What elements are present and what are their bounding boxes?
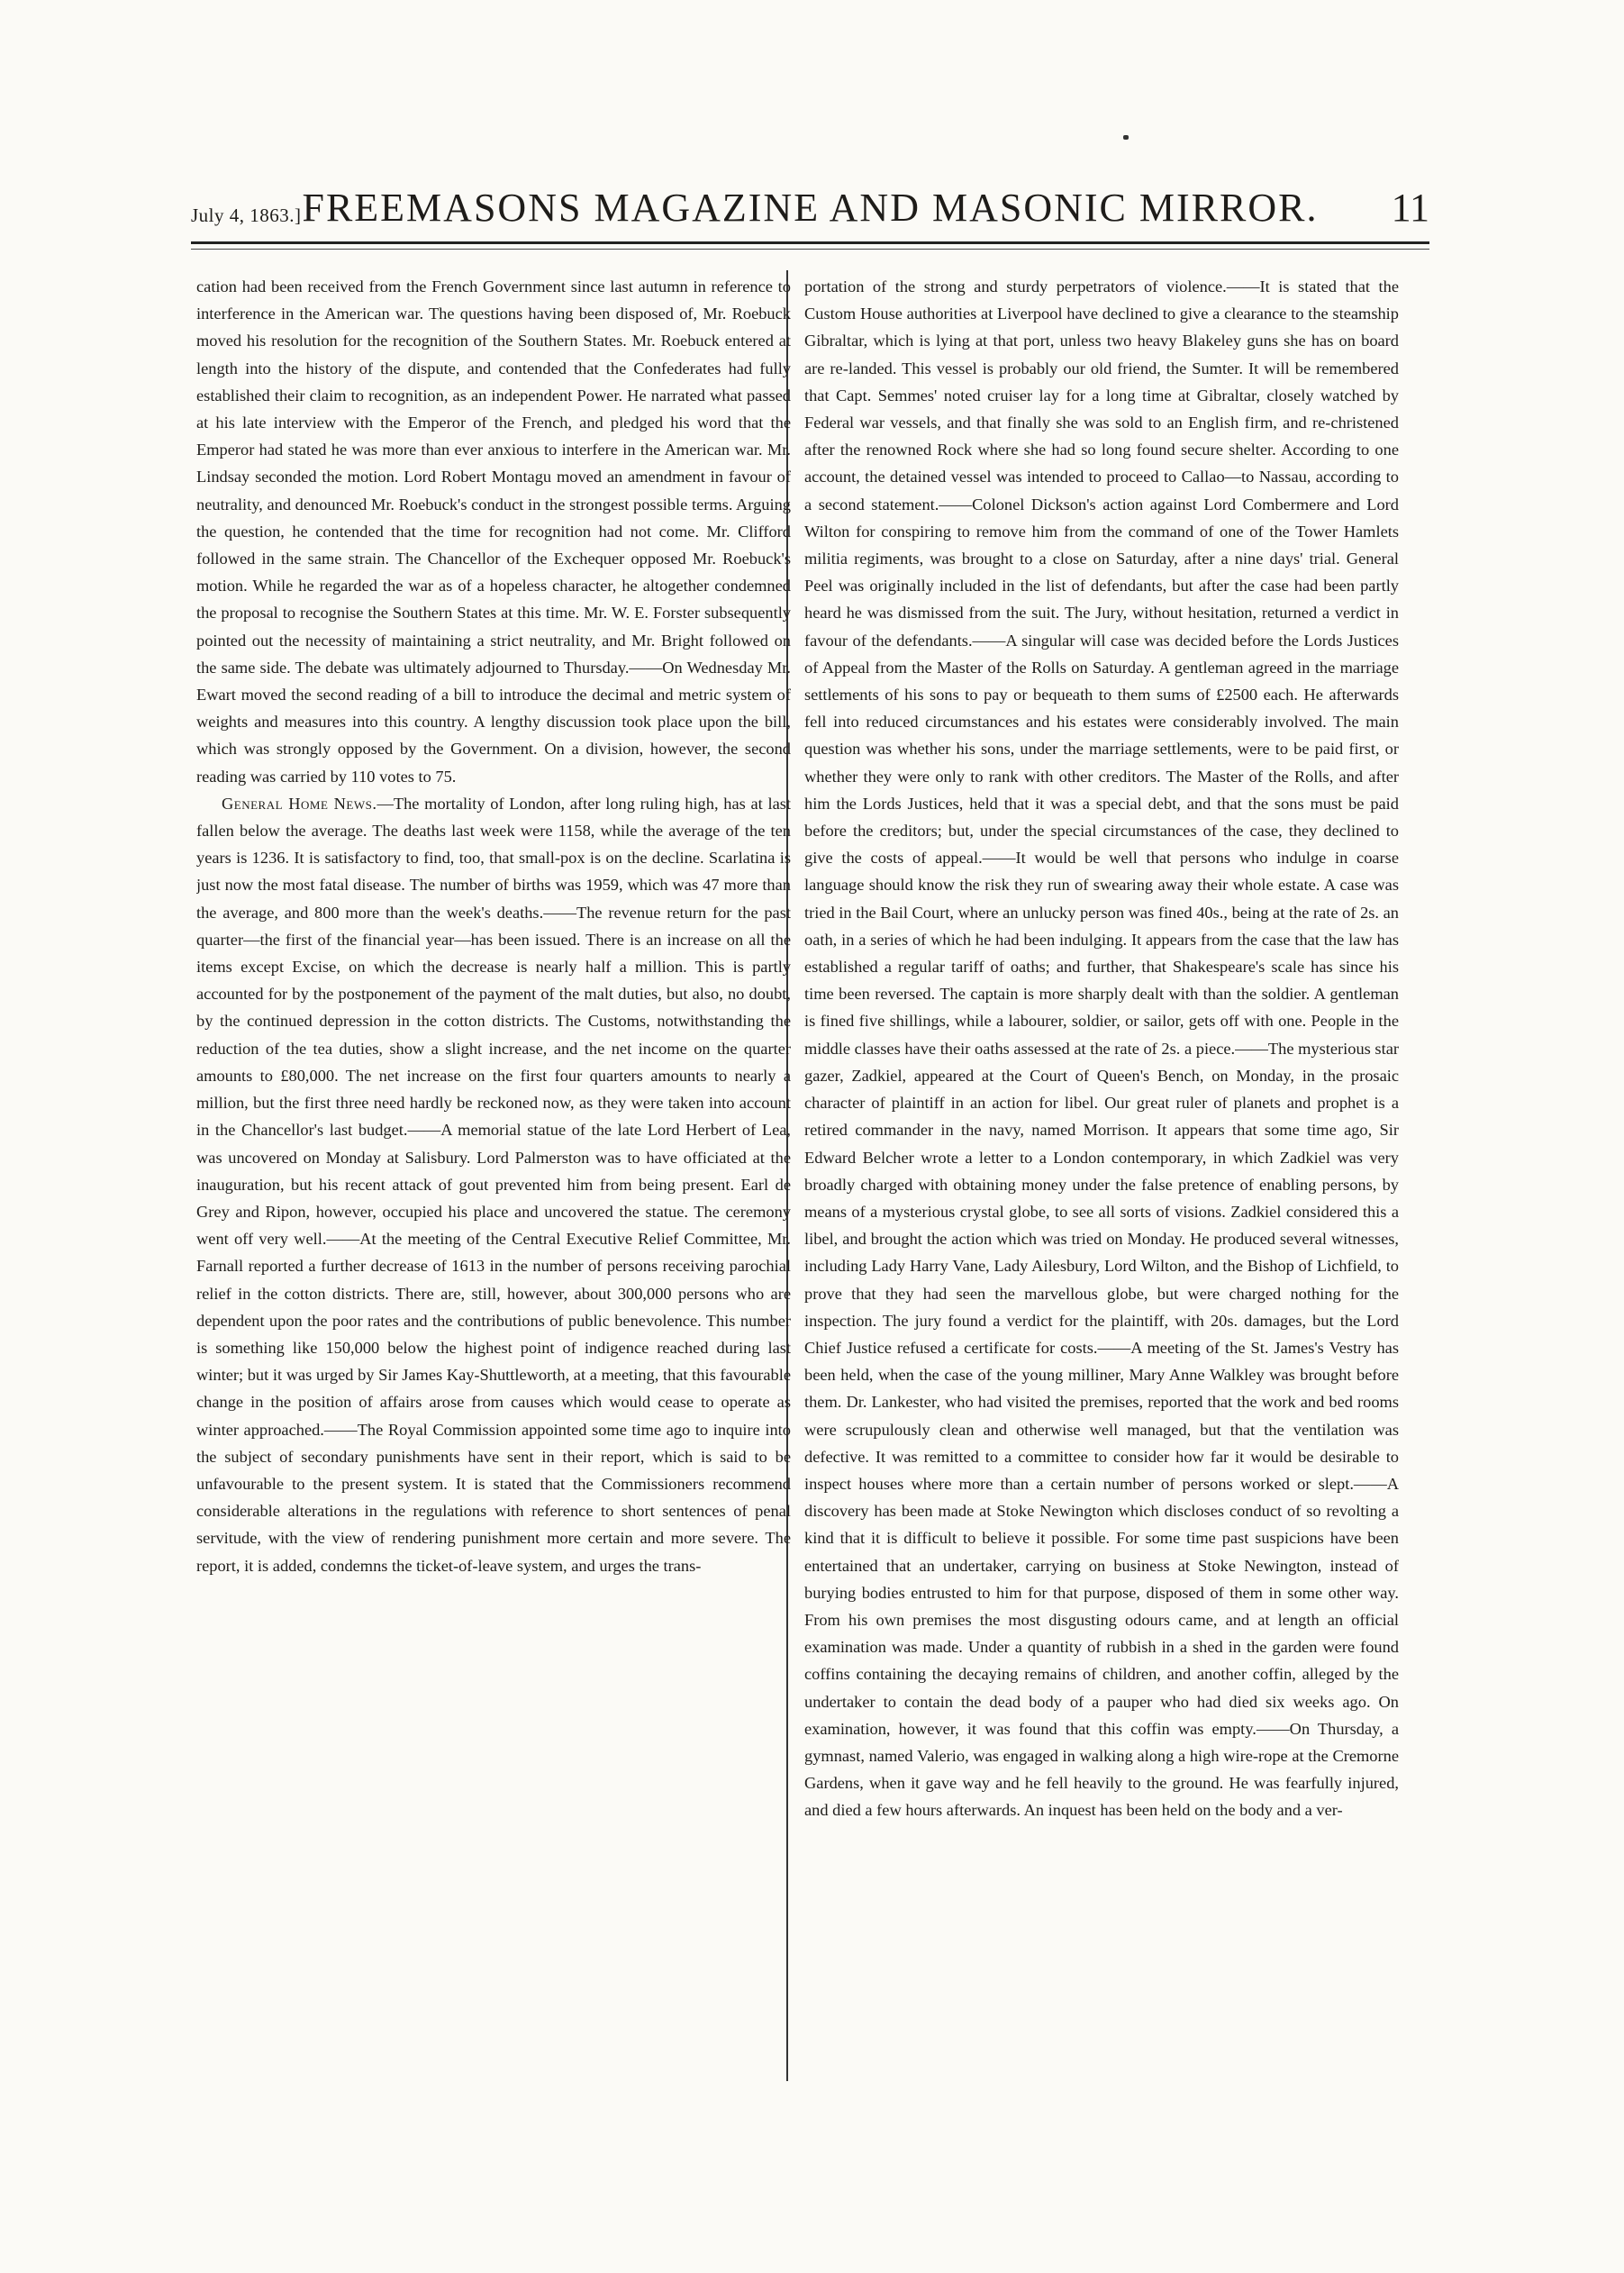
section-heading-home-news: General Home News. [222, 794, 377, 813]
article-paragraph-continued: portation of the strong and sturdy perpetrators of violence.——It is stated that the Custom House authorities at Liverpool have declined to give a clearance to the steamship Gibraltar, which is lying at that port, unless two heavy Blakeley guns she has on board are re-landed. This vessel is probably our old friend, the Sumter. It will be remembered that Capt. Semmes' noted cruiser lay for a long time at Gibraltar, closely watched by Federal war vessels, and that finally she was sold to an English firm, and re-christened after the renowned Rock where she had so long found secure shelter. According to one account, the detained vessel was intended to proceed to Callao—to Nassau, according to a second statement.——Colonel Dickson's action against Lord Combermere and Lord Wilton for conspiring to remove him from the command of one of the Tower Hamlets militia regiments, was brought to a close on Saturday, after a nine days' trial. General Peel was originally included in the list of defendants, but after the case had been partly heard he was dismissed from the suit. The Jury, without hesitation, returned a verdict in favour of the defendants.——A singular will case was decided before the Lords Justices of Appeal from the Master of the Rolls on Saturday. A gentleman agreed in the marriage settlements of his sons to pay or bequeath to them sums of £2500 each. He afterwards fell into reduced circumstances and his estates were considerably involved. The main question was whether his sons, under the marriage settlements, were to be paid first, or whether they were only to rank with other creditors. The Master of the Rolls, and after him the Lords Justices, held that it was a special debt, and that the sons must be paid before the creditors; but, under the special circumstances of the case, they declined to give the costs of appeal.——It would be well that persons who indulge in coarse language should know the risk they run of swearing away their whole estate. A case was tried in the Bail Court, where an unlucky person was fined 40s., being at the rate of 2s. an oath, in a series of which he had been indulging. It appears from the case that the law has established a regular tariff of oaths; and further, that Shakespeare's scale has since his time been reversed. The captain is more sharply dealt with than the soldier. A gentleman is fined five shillings, while a labourer, soldier, or sailor, gets off with one. People in the middle classes have their oaths assessed at the rate of 2s. a piece.——The mysterious star gazer, Zadkiel, appeared at the Court of Queen's Bench, on Monday, in the prosaic character of plaintiff in an action for libel. Our great ruler of planets and prophet is a retired commander in the navy, named Morrison. It appears that some time ago, Sir Edward Belcher wrote a letter to a London contemporary, in which Zadkiel was very broadly charged with obtaining money under the false pretence of enabling persons, by means of a mysterious crystal globe, to see all sorts of visions. Zadkiel considered this a libel, and brought the action which was tried on Monday. He produced several witnesses, including Lady Harry Vane, Lady Ailesbury, Lord Wilton, and the Bishop of Lichfield, to prove that they had seen the marvellous globe, but were charged nothing for the inspection. The jury found a verdict for the plaintiff, with 20s. damages, but the Lord Chief Justice refused a certificate for costs.——A meeting of the St. James's Vestry has been held, when the case of the young milliner, Mary Anne Walkley was brought before them. Dr. Lankester, who had visited the premises, reported that the work and bed rooms were scrupulously clean and otherwise well managed, but that the ventilation was defective. It was remitted to a committee to consider how far it would be desirable to inspect houses where more than a certain number of persons worked or slept.——A discovery has been made at Stoke Newington which discloses conduct of so revolting a kind that it is difficult to believe it possible. For some time past suspicions have been entertained that an undertaker, carrying on business at Stoke Newington, instead of burying bodies entrusted to him for that purpose, disposed of them in some other way. From his own premises the most disgusting odours came, and at length an official examination was made. Under a quantity of rubbish in a shed in the garden were found coffins containing the decaying remains of children, and another coffin, alleged by the undertaker to contain the dead body of a pauper who had died six weeks ago. On examination, however, it was found that this coffin was empty.——On Thursday, a gymnast, named Valerio, was engaged in walking along a high wire-rope at the Cremorne Gardens, when it gave way and he fell heavily to the ground. He was fearfully injured, and died a few hours afterwards. An inquest has been held on the body and a ver- [804, 277, 1399, 1820]
home-news-body: —The mortality of London, after long ruling high, has at last fallen below the average. The deaths last week were 1158, while the average of the ten years is 1236. It is satisfactory to find, too, that small-pox is on the decline. Scarlatina is just now the most fatal disease. The number of births was 1959, which was 47 more than the average, and 800 more than the week's deaths.——The revenue return for the past quarter—the first of the financial year—has been issued. There is an increase on all the items except Excise, on which the decrease is nearly half a million. This is partly accounted for by the postponement of the payment of the malt duties, but also, no doubt, by the continued depression in the cotton districts. The Customs, notwithstanding the reduction of the tea duties, show a slight increase, and the net income on the quarter amounts to £80,000. The net increase on the first four quarters amounts to nearly a million, but the first three need hardly be reckoned now, as they were taken into account in the Chancellor's last budget.——A memorial statue of the late Lord Herbert of Lea, was uncovered on Monday at Salisbury. Lord Palmerston was to have officiated at the inauguration, but his recent attack of gout prevented him from being present. Earl de Grey and Ripon, however, occupied his place and uncovered the statue. The ceremony went off very well.——At the meeting of the Central Executive Relief Committee, Mr. Farnall reported a further decrease of 1613 in the number of persons receiving parochial relief in the cotton districts. There are, still, however, about 300,000 persons who are dependent upon the poor rates and the contributions of public benevolence. This number is something like 150,000 below the highest point of indigence reached during last winter; but it was urged by Sir James Kay-Shuttleworth, at a meeting, that this favourable change in the position of affairs arose from causes which would cease to operate as winter approached.——The Royal Commission appointed some time ago to inquire into the subject of secondary punishments have sent in their report, which is said to be unfavourable to the present system. It is stated that the Commissioners recommend considerable alterations in the regulations with reference to short sentences of penal servitude, with the view of rendering punishment more certain and more severe. The report, it is added, condemns the ticket-of-leave system, and urges the trans- [196, 794, 791, 1575]
page-header [191, 185, 1429, 239]
header-rule-thin [191, 249, 1429, 250]
article-paragraph-parliament: cation had been received from the French Government since last autumn in reference to interference in the American war. The questions having been disposed of, Mr. Roebuck moved his resolution for the recognition of the Southern States. Mr. Roebuck entered at length into the history of the dispute, and contended that the Confederates had fully established their claim to recognition, as an independent Power. He narrated what passed at his late interview with the Emperor of the French, and pledged his word that the Emperor had stated he was more than ever anxious to interfere in the American war. Mr. Lindsay seconded the motion. Lord Robert Montagu moved an amendment in favour of neutrality, and denounced Mr. Roebuck's conduct in the strongest possible terms. Arguing the question, he contended that the time for recognition had not come. Mr. Clifford followed in the same strain. The Chancellor of the Exchequer opposed Mr. Roebuck's motion. While he regarded the war as of a hopeless character, he altogether condemned the proposal to recognise the Southern States at this time. Mr. W. E. Forster subsequently pointed out the necessity of maintaining a strict neutrality, and Mr. Bright followed on the same side. The debate was ultimately adjourned to Thursday.——On Wednesday Mr. Ewart moved the second reading of a bill to introduce the decimal and metric system of weights and measures into this country. A lengthy discussion took place upon the bill, which was strongly opposed by the Government. On a division, however, the second reading was carried by 110 votes to 75. [196, 277, 791, 786]
article-paragraph-home-news [196, 790, 791, 1579]
left-column [196, 273, 791, 2088]
ink-speck [1123, 135, 1129, 140]
magazine-title: FREEMASONS MAGAZINE AND MASONIC MIRROR. [302, 186, 1319, 230]
issue-date: July 4, 1863.] [191, 205, 302, 226]
header-rule-thick [191, 241, 1429, 244]
right-column [804, 273, 1399, 2088]
page-number: 11 [1391, 186, 1429, 230]
